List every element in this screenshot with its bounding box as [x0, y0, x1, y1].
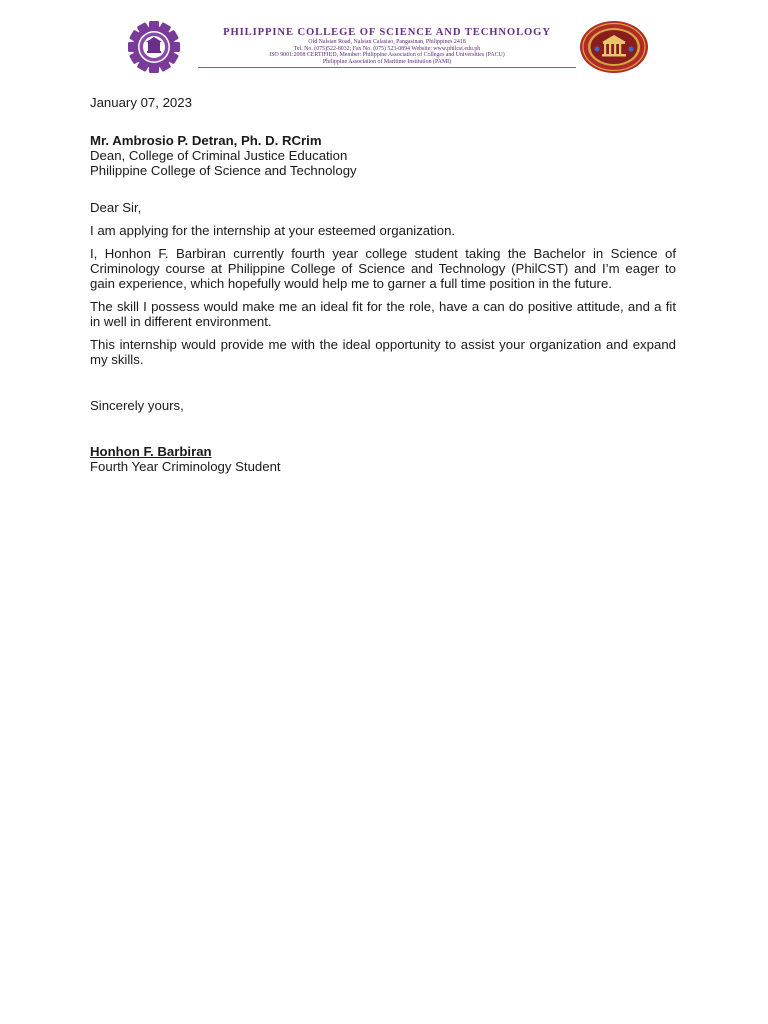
recipient-block	[90, 133, 676, 178]
signature-name: Honhon F. Barbiran	[90, 444, 212, 459]
letter-date: January 07, 2023	[90, 95, 192, 110]
recipient-title: Dean, College of Criminal Justice Education	[90, 148, 348, 163]
letterhead-text	[198, 27, 576, 65]
recipient-organization: Philippine College of Science and Technology	[90, 163, 357, 178]
letter-body	[90, 95, 676, 474]
gear-seal-icon	[118, 20, 190, 74]
signature-title: Fourth Year Criminology Student	[90, 459, 281, 474]
institution-name: PHILIPPINE COLLEGE OF SCIENCE AND TECHNOLOGY	[223, 27, 551, 38]
letterhead	[118, 18, 653, 76]
closing: Sincerely yours,	[90, 398, 184, 413]
letterhead-divider	[198, 67, 576, 68]
salutation: Dear Sir,	[90, 200, 142, 215]
institution-membership: Philippine Association of Maritime Institution (PAMI)	[322, 58, 452, 65]
recipient-name: Mr. Ambrosio P. Detran, Ph. D. RCrim	[90, 133, 322, 148]
paragraph-skills: The skill I possess would make me an ideal fit for the role, have a can do positive attitude, and a fit in well in different environment.	[90, 299, 676, 329]
paragraph-background: I, Honhon F. Barbiran currently fourth year college student taking the Bachelor in Science of Criminology course at Philippine College of Science and Technology (PhilCST) and I’m eager to gain experience, which hopefully would help me to garner a full time position in the future.	[90, 246, 676, 291]
institution-contact: Tel. No. (075)522-8032; Fax No. (075) 523-0894 Website: www.philcst.edu.ph	[293, 45, 481, 52]
criminology-seal-icon	[578, 20, 650, 74]
institution-address: Old Nalsian Road, Nalsian Calasiao, Pangasinan, Philippines 2418	[308, 39, 466, 45]
paragraph-opportunity: This internship would provide me with the ideal opportunity to assist your organization and expand my skills.	[90, 337, 676, 367]
paragraph-intro: I am applying for the internship at your esteemed organization.	[90, 223, 456, 238]
institution-certification: ISO 9001:2008 CERTIFIED, Member: Philippine Association of Colleges and Universities (PACU)	[269, 52, 505, 59]
